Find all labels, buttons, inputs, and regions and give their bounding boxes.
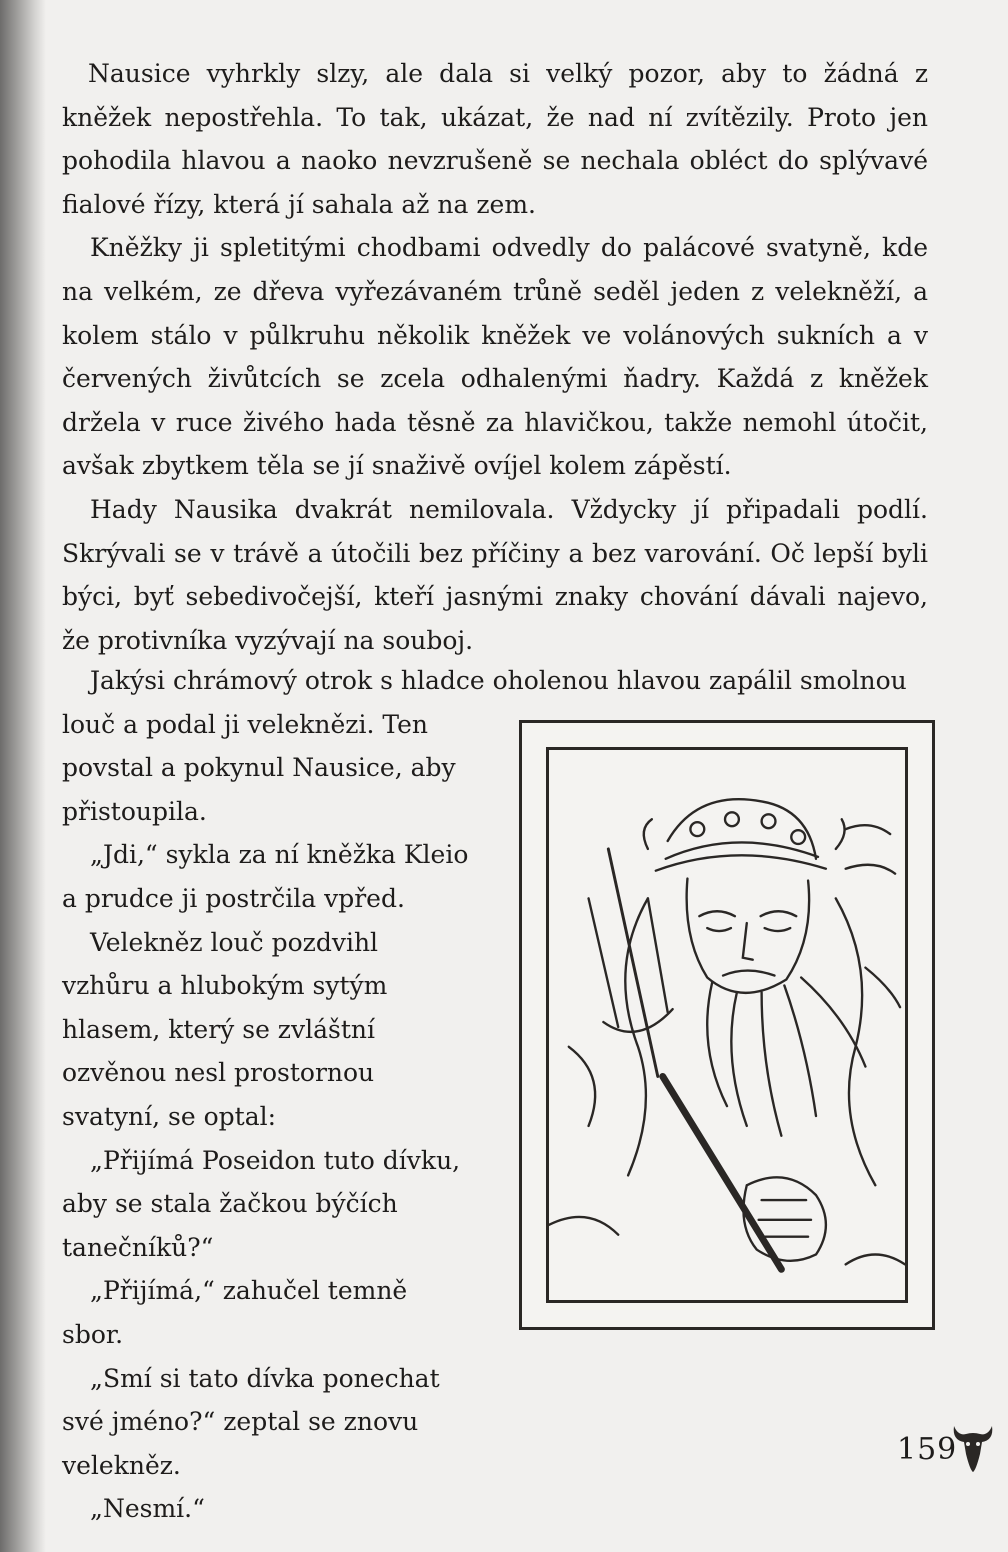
paragraph-7: „Přijímá Poseidon tuto dívku, aby se stala žačkou býčích tanečníků?“ — [62, 1145, 461, 1262]
page-number: 159 — [897, 1432, 958, 1467]
poseidon-illustration-frame — [519, 720, 935, 1330]
paragraph-5: „Jdi,“ sykla za ní kněžka Kleio a prudce ji postrčila vpřed. — [62, 840, 469, 913]
paragraph-1: Nausice vyhrkly slzy, ale dala si velký pozor, aby to žádná z kněžek nepostřehla. To tak, ukázat, že nad ní zvítězily. Proto jen pohodila hlavou a naoko nevzrušeně se nechala obléct do splývavé fialové řízy, která jí sahala až na zem. — [62, 59, 928, 219]
paragraph-6: Velekněz louč pozdvihl vzhůru a hlubokým sytým hlasem, který se zvláštní ozvěnou nesl prostornou svatyní, se optal: — [62, 927, 388, 1131]
column-text-block — [62, 659, 907, 1531]
paragraph-3: Hady Nausika dvakrát nemilovala. Vždycky jí připadali podlí. Skrývali se v trávě a útočili bez příčiny a bez varování. Oč lepší byli býci, byť sebedivočejší, kteří jasnými znaky chování dávali najevo, že protivníka vyzývají na souboj. — [62, 494, 928, 655]
paragraph-10: „Nesmí.“ — [90, 1494, 205, 1524]
main-text-block — [62, 52, 928, 662]
paragraph-8: „Přijímá,“ zahučel temně sbor. — [62, 1276, 408, 1349]
paragraph-4-first-line: Jakýsi chrámový otrok s hladce oholenou hlavou zapálil smolnou — [90, 666, 907, 695]
paragraph-4-rest: louč a podal ji veleknězi. Ten povstal a pokynul Nausice, aby přistoupila. — [62, 709, 456, 826]
bull-head-icon — [950, 1420, 996, 1474]
paragraph-2: Kněžky ji spletitými chodbami odvedly do palácové svatyně, kde na velkém, ze dřeva vyřezávaném trůně seděl jeden z velekněží, a kolem stálo v půlkruhu několik kněžek ve volánových sukních a v červených živůtcích se zcela odhalenými ňadry. Každá z kněžek držela v ruce živého hada těsně za hlavičkou, takže nemohl útočit, avšak zbytkem těla se jí snaživě ovíjel kolem zápěstí. — [62, 233, 928, 481]
poseidon-trident-icon — [549, 750, 905, 1300]
book-gutter-shadow — [0, 0, 46, 1552]
poseidon-illustration — [546, 747, 908, 1303]
paragraph-9: „Smí si tato dívka ponechat své jméno?“ zeptal se znovu velekněz. — [62, 1363, 440, 1480]
